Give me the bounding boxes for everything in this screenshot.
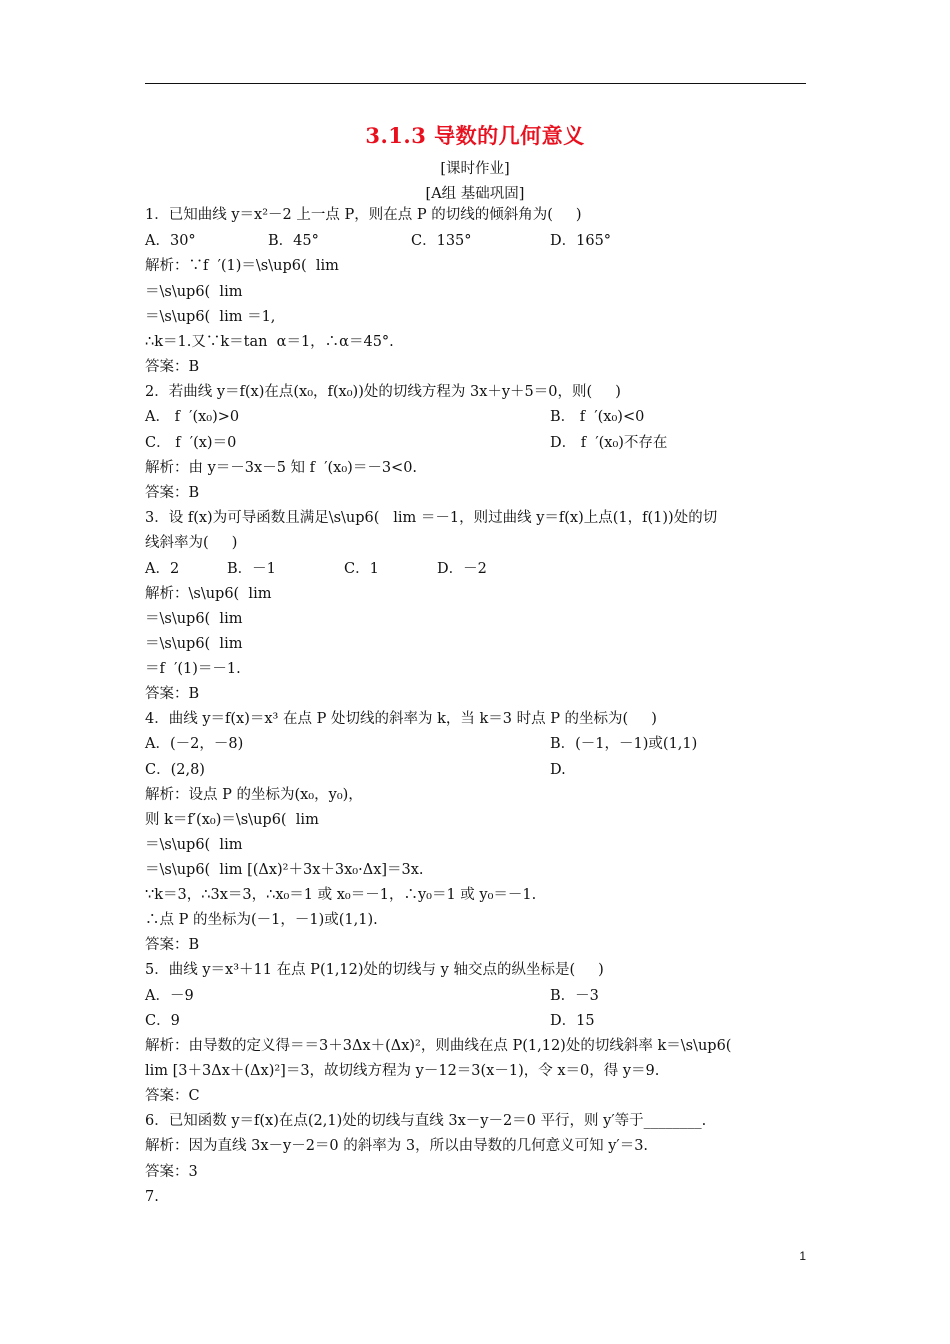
solution-line: ＝f ′(1)＝－1.	[145, 661, 241, 677]
option-d: D．15	[550, 1013, 595, 1029]
option-b: B．－1	[227, 561, 276, 577]
solution-line: ∵k＝3，∴3x＝3，∴x₀＝1 或 x₀＝－1，∴y₀＝1 或 y₀＝－1.	[145, 887, 537, 903]
section-label: [课时作业]	[440, 161, 510, 177]
page-title: 3.1.3 导数的几何意义	[365, 123, 585, 148]
solution-line: ＝\s\up6( lim	[145, 636, 243, 652]
solution-line: 解析：设点 P 的坐标为(x₀，y₀)，	[145, 787, 363, 803]
solution-line: ＝\s\up6( lim [(Δx)²＋3x＋3x₀·Δx]＝3x.	[145, 862, 424, 878]
answer-line: 答案：B	[145, 686, 200, 702]
question-6: 6．已知函数 y＝f(x)在点(2,1)处的切线与直线 3x－y－2＝0 平行，则 y′等于________.	[145, 1113, 707, 1129]
solution-line: 解析：由 y＝－3x－5 知 f ′(x₀)＝－3<0.	[145, 460, 418, 476]
option-a: A．2	[145, 561, 180, 577]
question-7: 7.	[145, 1189, 159, 1205]
option-b: B．45°	[268, 233, 319, 249]
page-number: 1	[799, 1249, 806, 1263]
question-4: 4．曲线 y＝f(x)＝x³ 在点 P 处切线的斜率为 k，当 k＝3 时点 P 的坐标为( )	[145, 711, 657, 727]
option-b: B．(－1，－1)或(1,1)	[550, 736, 698, 752]
solution-line: ＝\s\up6( lim	[145, 837, 243, 853]
question-5: 5．曲线 y＝x³＋11 在点 P(1,12)处的切线与 y 轴交点的纵坐标是( )	[145, 962, 604, 978]
option-a: A．30°	[145, 233, 196, 249]
solution-line: 则 k＝f′(x₀)＝\s\up6( lim	[145, 812, 319, 828]
question-2: 2．若曲线 y＝f(x)在点(x₀，f(x₀))处的切线方程为 3x＋y＋5＝0，则( )	[145, 384, 621, 400]
option-c: C．135°	[411, 233, 472, 249]
solution-line: ＝\s\up6( lim ＝1,	[145, 309, 276, 325]
solution-line: ∴点 P 的坐标为(－1，－1)或(1,1).	[145, 912, 378, 928]
option-b: B． f ′(x₀)<0	[550, 409, 645, 425]
question-3: 3．设 f(x)为可导函数且满足\s\up6( lim ＝－1，则过曲线 y＝f(x)上点(1，f(1))处的切	[145, 510, 718, 526]
header-rule	[145, 83, 806, 84]
option-c: C． f ′(x)＝0	[145, 435, 237, 451]
option-c: C．9	[145, 1013, 180, 1029]
answer-line: 答案：3	[145, 1164, 198, 1180]
option-b: B．－3	[550, 988, 599, 1004]
option-a: A．(－2，－8)	[145, 736, 244, 752]
solution-line: ＝\s\up6( lim	[145, 284, 243, 300]
solution-line: ∴k＝1.又∵k＝tan α＝1，∴α＝45°.	[145, 334, 394, 350]
solution-line: lim [3＋3Δx＋(Δx)²]＝3，故切线方程为 y－12＝3(x－1)，令 x＝0，得 y＝9.	[145, 1063, 660, 1079]
question-1: 1．已知曲线 y＝x²－2 上一点 P，则在点 P 的切线的倾斜角为( )	[145, 207, 582, 223]
answer-line: 答案：B	[145, 937, 200, 953]
solution-line: 解析：\s\up6( lim	[145, 586, 272, 602]
option-c: C．1	[344, 561, 379, 577]
option-d: D．－2	[437, 561, 487, 577]
question-3-cont: 线斜率为( )	[145, 535, 238, 551]
option-d: D.	[550, 762, 566, 778]
option-c: C．(2,8)	[145, 762, 205, 778]
solution-line: 解析：由导数的定义得＝＝3＋3Δx＋(Δx)²，则曲线在点 P(1,12)处的切线斜率 k＝\s\up6(	[145, 1038, 732, 1054]
answer-line: 答案：C	[145, 1088, 200, 1104]
group-label: [A组 基础巩固]	[425, 186, 525, 202]
solution-line: ＝\s\up6( lim	[145, 611, 243, 627]
solution-line: 解析：∵f ′(1)＝\s\up6( lim	[145, 258, 339, 274]
solution-line: 解析：因为直线 3x－y－2＝0 的斜率为 3，所以由导数的几何意义可知 y′＝3.	[145, 1138, 649, 1154]
answer-line: 答案：B	[145, 359, 200, 375]
option-d: D． f ′(x₀)不存在	[550, 435, 668, 451]
option-d: D．165°	[550, 233, 612, 249]
option-a: A． f ′(x₀)>0	[145, 409, 240, 425]
option-a: A．－9	[145, 988, 194, 1004]
answer-line: 答案：B	[145, 485, 200, 501]
